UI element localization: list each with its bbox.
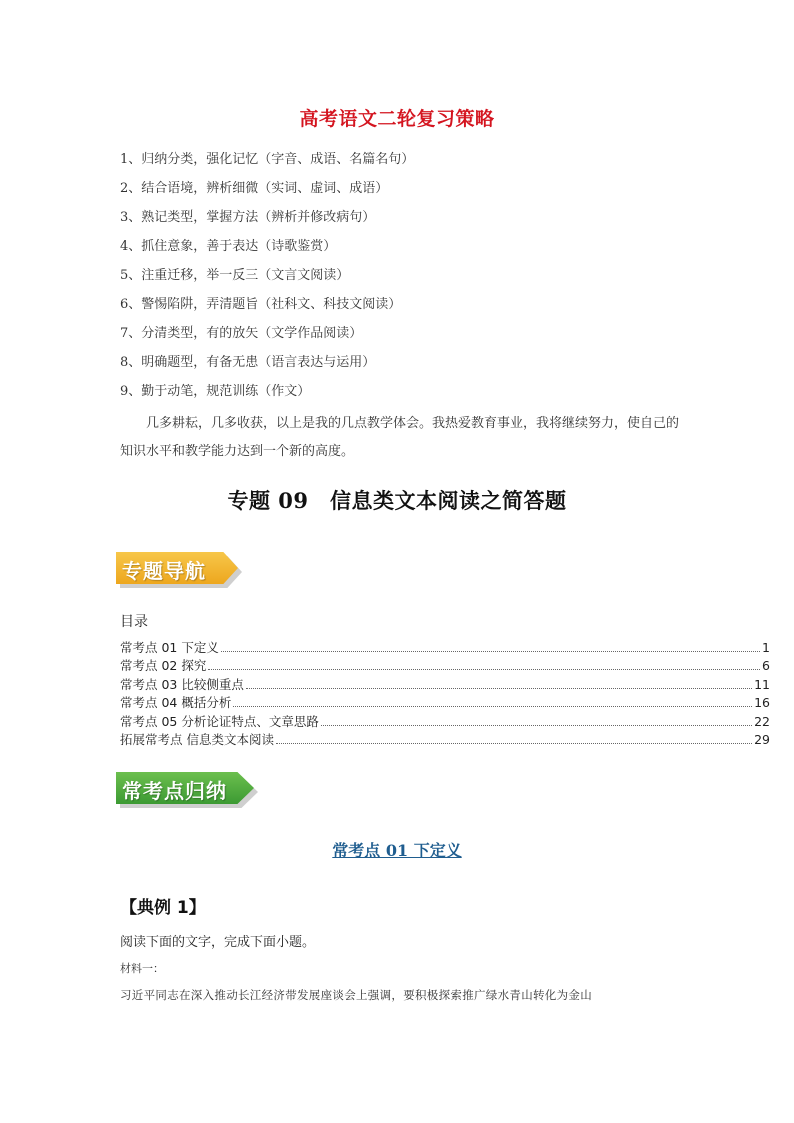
toc-leader [208,669,760,670]
toc-heading: 目录 [120,614,148,630]
toc-item-page: 22 [754,713,770,729]
closing-paragraph: 几多耕耘，几多收获，以上是我的几点教学体会。我热爱教育事业，我将继续努力，使自己的知识水平和教学能力达到一个新的高度。 [120,416,680,459]
list-item: 5、注重迁移，举一反三（文言文阅读） [120,268,350,283]
toc-item-page: 11 [754,676,770,692]
toc-item-label: 常考点 05 分析论证特点、文章思路 [120,713,319,729]
toc-item-label: 常考点 01 下定义 [120,640,219,655]
toc-item-page: 1 [762,640,770,655]
list-item: 1、归纳分类，强化记忆（字音、成语、名篇名句） [120,152,415,167]
nav-banner [116,552,242,588]
example-label: 【典例 1】 [120,898,206,918]
list-item: 8、明确题型，有备无患（语言表达与运用） [120,355,376,370]
strategy-list [120,150,414,411]
instruction-text: 阅读下面的文字，完成下面小题。 [120,935,316,950]
toc-item-page: 6 [762,658,770,674]
toc-leader [246,688,752,689]
toc-leader [233,706,752,707]
toc-item[interactable] [120,712,770,730]
list-item: 9、勤于动笔，规范训练（作文） [120,384,311,399]
toc-item-page: 29 [754,731,770,747]
toc-item[interactable] [120,693,770,711]
material-text: 习近平同志在深入推动长江经济带发展座谈会上强调，要积极探索推广绿水青山转化为金山 [120,988,592,1002]
toc-item-label: 常考点 02 探究 [120,658,207,674]
toc-item[interactable] [120,730,770,748]
toc-item-label: 常考点 03 比较侧重点 [120,676,244,692]
toc-leader [221,651,760,652]
toc-item-label: 拓展常考点 信息类文本阅读 [120,731,274,747]
list-item: 3、熟记类型，掌握方法（辨析并修改病句） [120,210,376,225]
list-item: 2、结合语境，辨析细微（实词、虚词、成语） [120,181,389,196]
banner-label: 专题导航 [122,559,206,583]
toc-leader [276,743,752,744]
list-item: 6、警惕陷阱，弄清题旨（社科文、科技文阅读） [120,297,402,312]
toc-leader [321,725,752,726]
toc-item[interactable] [120,675,770,693]
section-heading[interactable]: 常考点 01 下定义 [332,841,462,860]
special-topic-title: 专题 09 信息类文本阅读之简答题 [227,488,567,513]
banner-label: 常考点归纳 [122,779,227,803]
page-title: 高考语文二轮复习策略 [299,108,495,130]
table-of-contents [120,638,770,748]
list-item: 7、分清类型，有的放矢（文学作品阅读） [120,326,363,341]
toc-item[interactable] [120,656,770,674]
toc-item-label: 常考点 04 概括分析 [120,695,232,711]
list-item: 4、抓住意象，善于表达（诗歌鉴赏） [120,239,337,254]
toc-item-page: 16 [754,695,770,711]
summary-banner [116,772,258,808]
material-label: 材料一： [120,962,164,975]
toc-item[interactable] [120,638,770,656]
